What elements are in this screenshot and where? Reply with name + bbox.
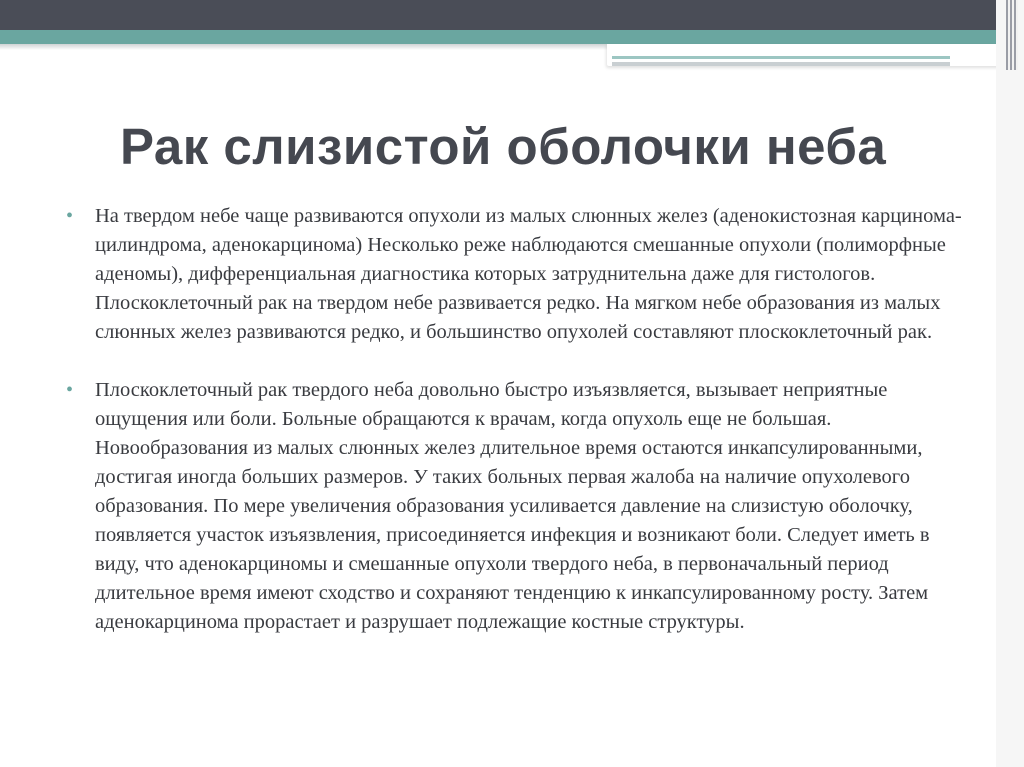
header-tab-accent-line xyxy=(612,56,950,59)
header-bar-dark xyxy=(0,0,1024,30)
slide-content xyxy=(66,202,966,637)
page-edge-lines xyxy=(1006,0,1018,70)
page-edge xyxy=(996,0,1024,767)
bullet-item-2 xyxy=(66,376,966,637)
slide-title: Рак слизистой оболочки неба xyxy=(120,118,887,175)
bullet-icon: • xyxy=(66,205,74,227)
header-bar-teal xyxy=(0,30,1024,44)
bullet-text: Плоскоклеточный рак твердого неба довольно быстро изъязвляется, вызывает неприятные ощущения или боли. Больные обращаются к врачам, когда опухоль еще не большая. Новообразования из малых слюнных желез длительное время остаются инкапсулированными, достигая иногда больших размеров. У таких больных первая жалоба на наличие опухолевого образования. По мере увеличения образования усиливается давление на слизистую оболочку, появляется участок изъязвления, присоединяется инфекция и возникают боли. Следует иметь в виду, что аденокарциномы и смешанные опухоли твердого неба, в первоначальный период длительное время имеют сходство и сохраняют тенденцию к инкапсулированному росту. Затем аденокарцинома прорастает и разрушает подлежащие костные структуры. xyxy=(95,379,930,633)
bullet-icon: • xyxy=(66,379,74,401)
header-tab-gray-line xyxy=(612,62,950,66)
bullet-item-1 xyxy=(66,202,966,347)
bullet-text: На твердом небе чаще развиваются опухоли из малых слюнных желез (аденокистозная карцинома- цилиндрома, аденокарцинома) Несколько реже наблюдаются смешанные опухоли (полиморфные аденомы), дифференциальная диагностика которых затруднительна даже для гистологов. Плоскоклеточный рак на твердом небе развивается редко. На мягком небе образования из малых слюнных желез развиваются редко, и большинство опухолей составляют плоскоклеточный рак. xyxy=(95,205,962,343)
